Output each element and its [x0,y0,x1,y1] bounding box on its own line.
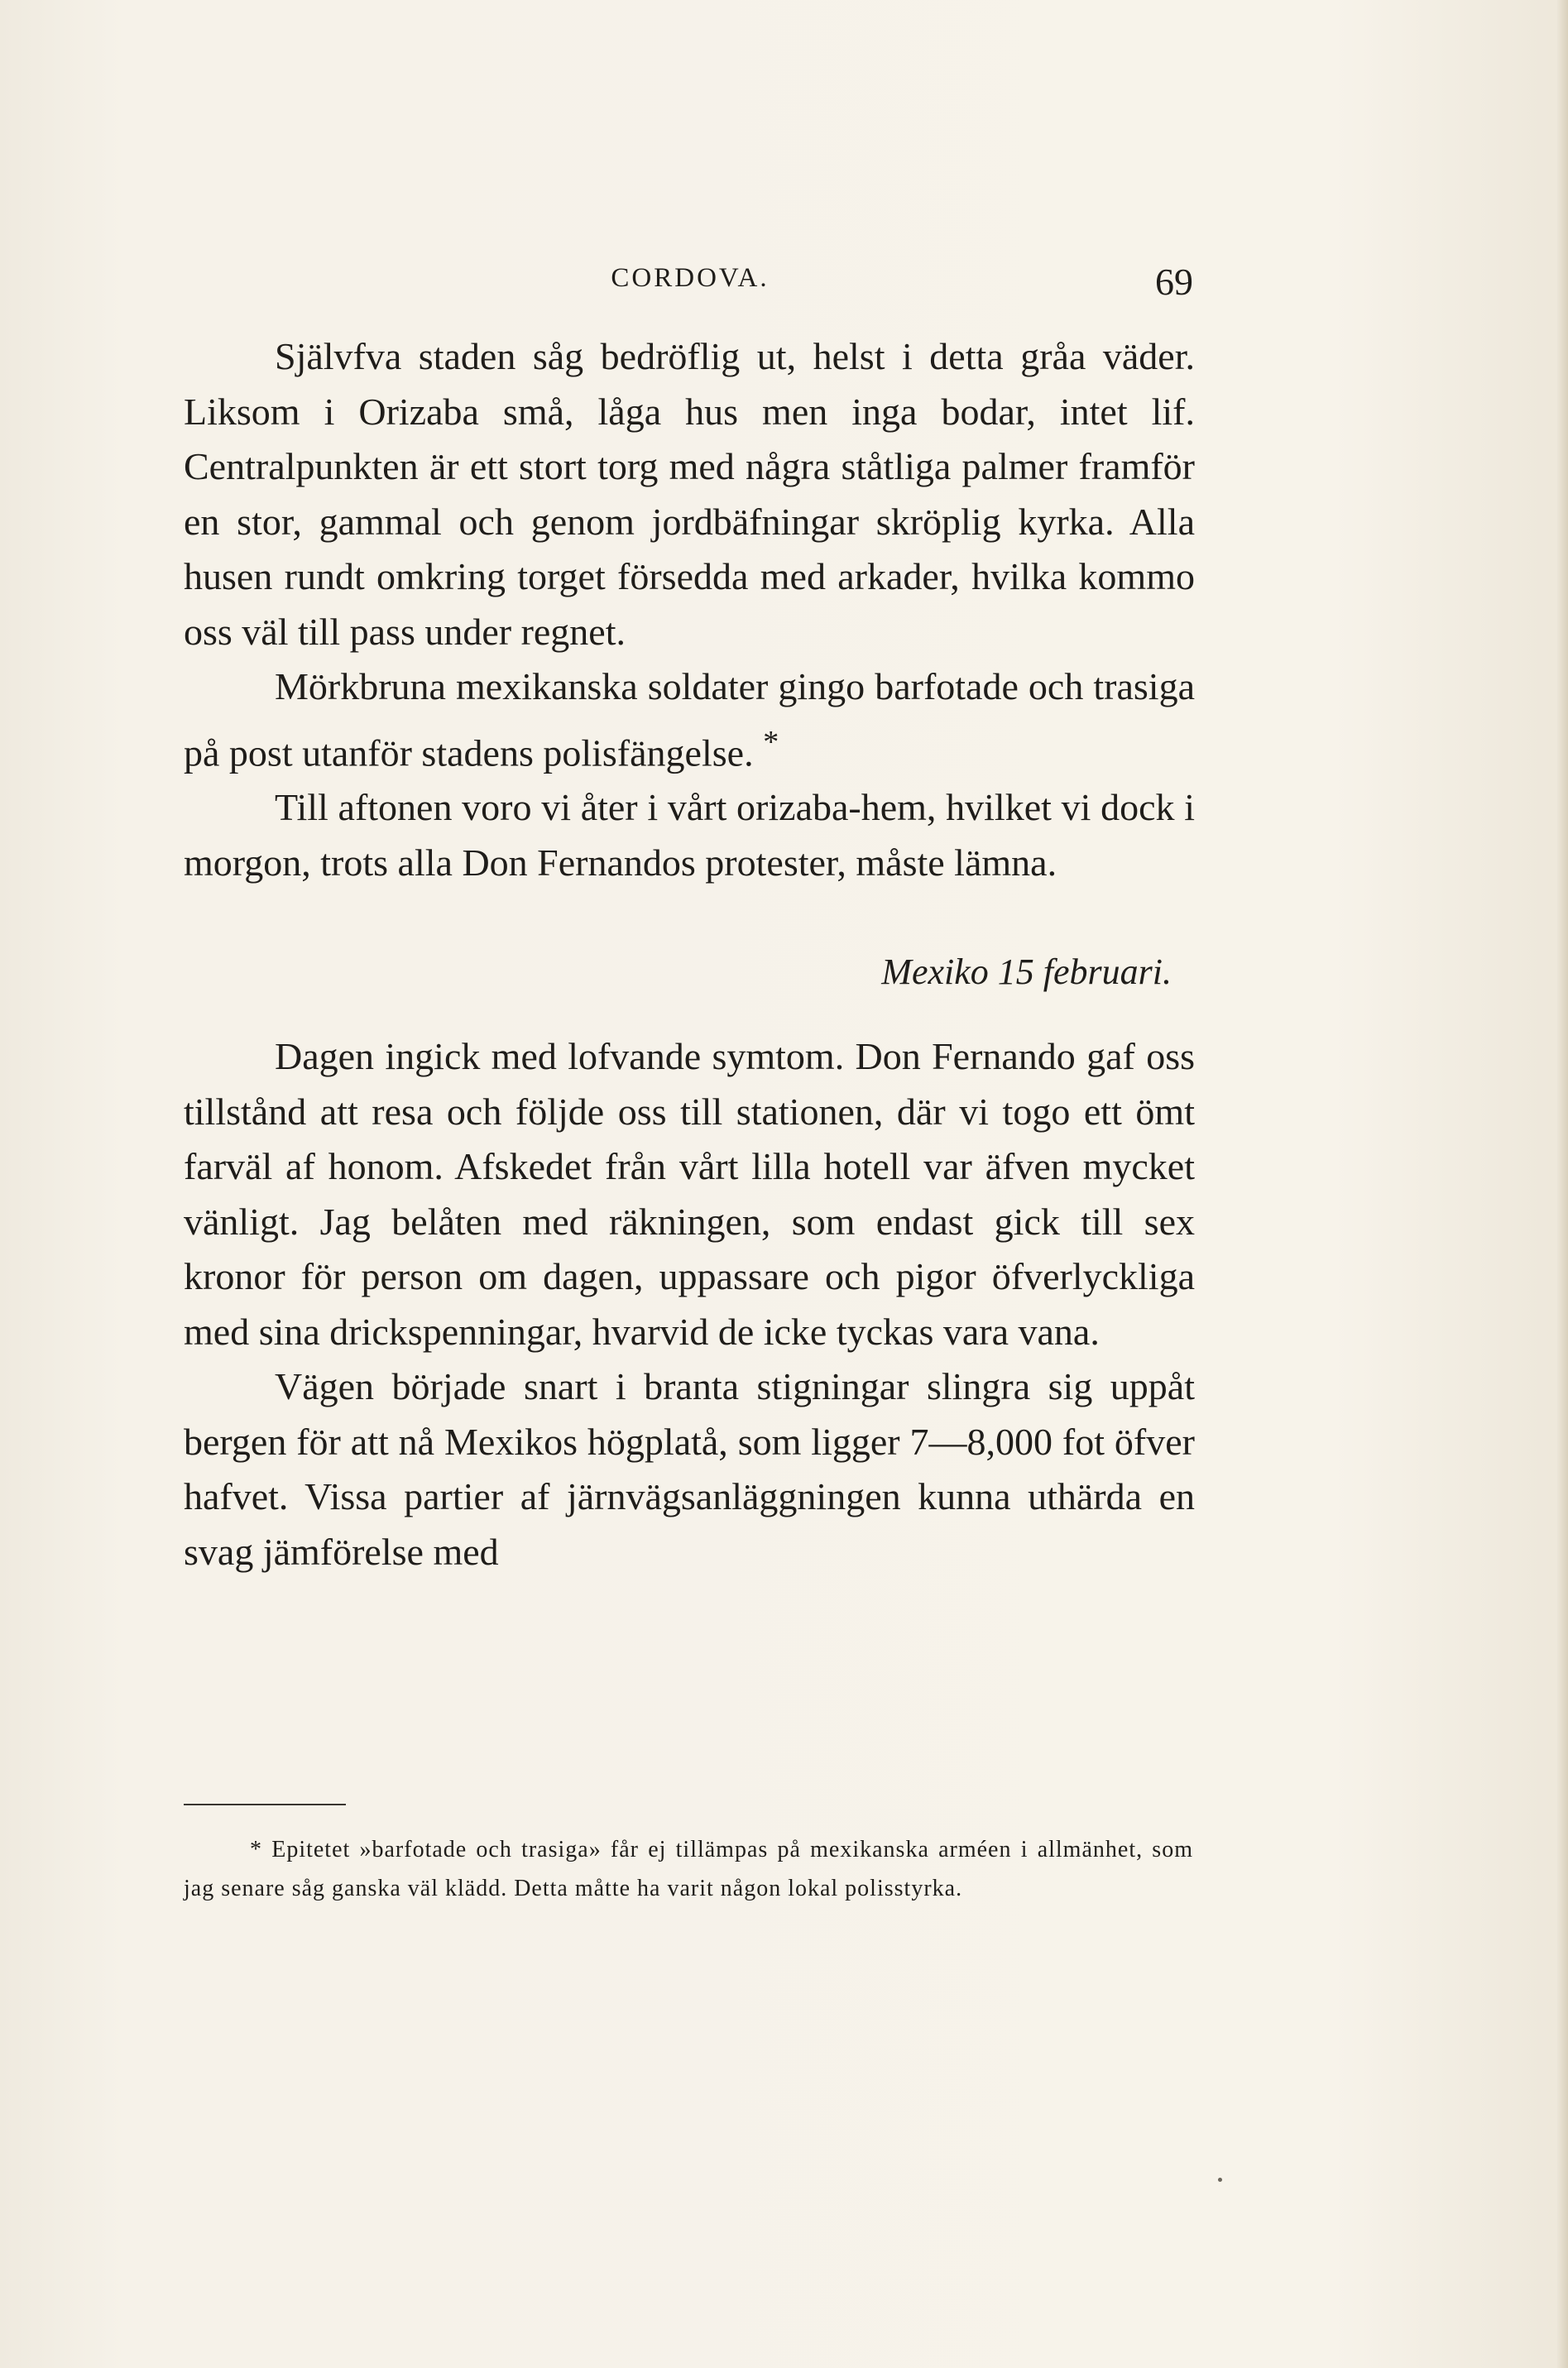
footnote-area [184,1830,1193,1908]
paragraph-2-text: Mörkbruna mexikanska soldater gingo barfotade och trasiga på post utanför stadens polisfängelse. [184,665,1195,774]
page-edge-shadow [1556,0,1568,2368]
paper-speck [1218,2178,1222,2182]
page-number: 69 [1155,261,1193,303]
dateline: Mexiko 15 februari. [881,952,1172,993]
footnote-text: * Epitetet »barfotade och trasiga» får ej tillämpas på mexikanska arméen i allmänhet, som jag senare såg ganska väl klädd. Detta måtte ha varit någon lokal polisstyrka. [184,1837,1193,1901]
footnote-marker: * [763,724,779,760]
page-header [187,263,1193,313]
body-text [184,329,1195,1579]
running-head: CORDOVA. [611,263,770,293]
paragraph-3: Till aftonen voro vi åter i vårt orizaba-hem, hvilket vi dock i morgon, trots alla Don Fernandos protester, måste lämna. [184,786,1195,884]
paragraph-5: Vägen började snart i branta stigningar slingra sig uppåt bergen för att nå Mexikos högplatå, som ligger 7—8,000 fot öfver hafvet. Vissa partier af järnvägsanläggningen kunna uthärda en svag jämförelse med [184,1365,1195,1573]
paragraph-2 [184,659,1195,780]
footnote-rule [184,1804,346,1805]
paragraph-4: Dagen ingick med lofvande symtom. Don Fernando gaf oss tillstånd att resa och följde oss till stationen, där vi togo ett ömt farväl af honom. Afskedet från vårt lilla hotell var äfven mycket vänligt. Jag belåten med räkningen, som endast gick till sex kronor för person om dagen, uppassare och pigor öfverlyckliga med sina drickspenningar, hvarvid de icke tyckas vara vana. [184,1035,1195,1353]
paragraph-1: Självfva staden såg bedröflig ut, helst i detta gråa väder. Liksom i Orizaba små, låga hus men inga bodar, intet lif. Centralpunkten är ett stort torg med några ståtliga palmer framför en stor, gammal och genom jordbäfningar skröplig kyrka. Alla husen rundt omkring torget försedda med arkader, hvilka kommo oss väl till pass under regnet. [184,335,1195,653]
